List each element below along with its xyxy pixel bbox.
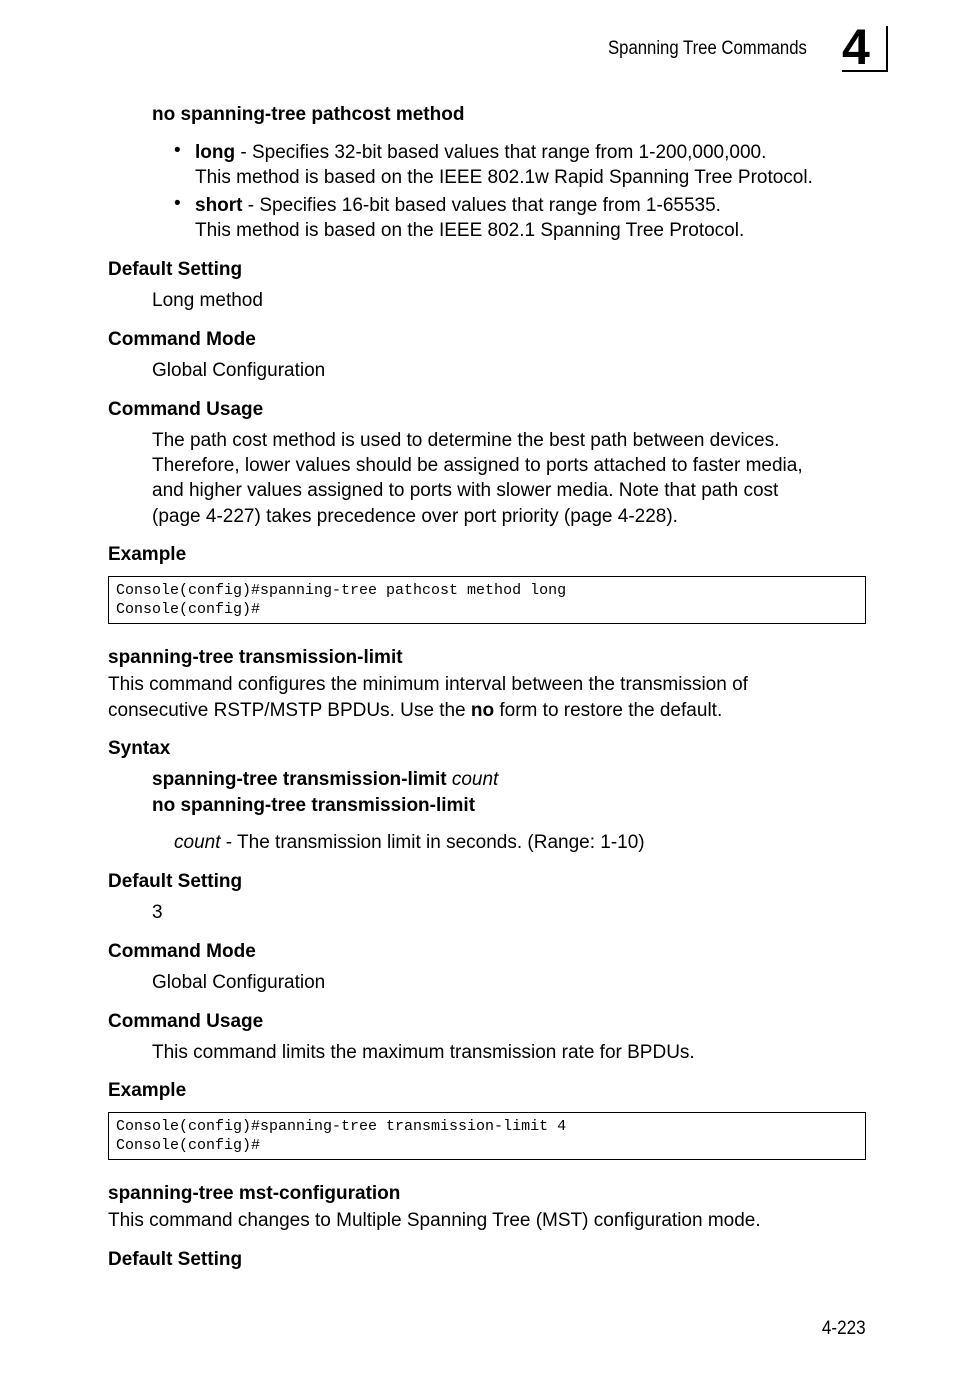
section-heading: Example xyxy=(108,1080,187,1101)
code-line: Console(config)#spanning-tree pathcost method long xyxy=(116,582,567,599)
code-line: Console(config)# xyxy=(116,601,261,618)
default-value: 3 xyxy=(152,902,163,923)
command-title: spanning-tree transmission-limit xyxy=(108,647,403,668)
desc-text: consecutive RSTP/MSTP BPDUs. Use the xyxy=(108,700,471,721)
mode-value: Global Configuration xyxy=(152,972,326,993)
section-heading: Example xyxy=(108,544,187,565)
usage-line: and higher values assigned to ports with slower media. Note that path cost xyxy=(152,480,779,501)
code-example xyxy=(108,576,866,624)
section-heading: Default Setting xyxy=(108,1249,243,1270)
code-line: Console(config)# xyxy=(116,1137,261,1154)
default-value: Long method xyxy=(152,290,263,311)
bullet-short-line2: This method is based on the IEEE 802.1 Spanning Tree Protocol. xyxy=(195,220,745,241)
bullet-marker: • xyxy=(174,140,181,161)
section-heading: Command Mode xyxy=(108,941,256,962)
code-example xyxy=(108,1112,866,1160)
section-heading: Default Setting xyxy=(108,259,243,280)
bullet-long xyxy=(195,140,766,165)
usage-line: Therefore, lower values should be assigned to ports attached to faster media, xyxy=(152,455,803,476)
mode-value: Global Configuration xyxy=(152,360,326,381)
page-number: 4-223 xyxy=(822,1318,866,1339)
running-header-title: Spanning Tree Commands xyxy=(608,38,807,59)
syntax-keyword: spanning-tree transmission-limit xyxy=(152,769,447,790)
section-heading: Command Usage xyxy=(108,1011,264,1032)
bullet-marker: • xyxy=(174,193,181,214)
usage-line: The path cost method is used to determine the best path between devices. xyxy=(152,430,780,451)
code-line: Console(config)#spanning-tree transmission-limit 4 xyxy=(116,1118,567,1135)
bullet-term: long xyxy=(195,142,236,163)
section-heading: Syntax xyxy=(108,738,171,759)
syntax-command xyxy=(152,767,498,792)
command-description: This command changes to Multiple Spanning Tree (MST) configuration mode. xyxy=(108,1210,761,1231)
syntax-no-form: no spanning-tree transmission-limit xyxy=(152,795,476,816)
bullet-long-line2: This method is based on the IEEE 802.1w Rapid Spanning Tree Protocol. xyxy=(195,167,813,188)
command-title: spanning-tree mst-configuration xyxy=(108,1183,401,1204)
usage-line: This command limits the maximum transmission rate for BPDUs. xyxy=(152,1042,695,1063)
bullet-short xyxy=(195,193,721,218)
bullet-desc: - Specifies 16-bit based values that range from 1-65535. xyxy=(242,195,721,216)
desc-bold: no xyxy=(470,700,495,721)
usage-line: (page 4-227) takes precedence over port priority (page 4-228). xyxy=(152,506,678,527)
chapter-number: 4 xyxy=(842,19,868,75)
no-form-syntax: no spanning-tree pathcost method xyxy=(152,104,465,125)
param-description xyxy=(174,830,645,855)
chapter-tab xyxy=(842,19,888,75)
bullet-term: short xyxy=(195,195,243,216)
section-heading: Command Usage xyxy=(108,399,264,420)
command-description: This command configures the minimum interval between the transmission of xyxy=(108,674,748,695)
desc-text: form to restore the default. xyxy=(494,700,723,721)
section-heading: Command Mode xyxy=(108,329,256,350)
param-name: count xyxy=(174,832,221,853)
syntax-param: count xyxy=(451,769,499,790)
param-text: - The transmission limit in seconds. (Range: 1-10) xyxy=(220,832,645,853)
command-description-line2 xyxy=(108,698,722,723)
bullet-desc: - Specifies 32-bit based values that range from 1-200,000,000. xyxy=(235,142,767,163)
section-heading: Default Setting xyxy=(108,871,243,892)
